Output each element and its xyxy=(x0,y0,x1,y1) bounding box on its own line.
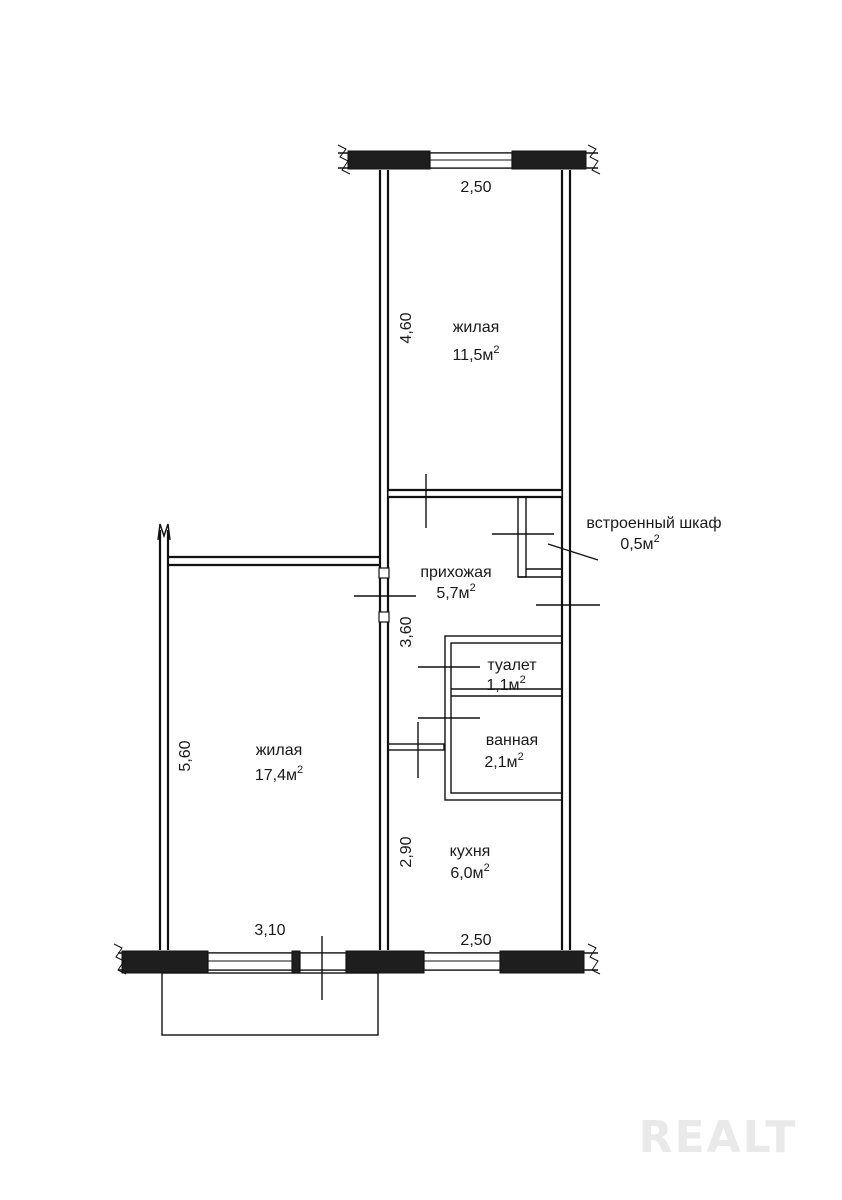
hallway-area: $5,7м^2$ xyxy=(436,582,476,602)
kitchen-area: $6,0м^2$ xyxy=(450,862,490,882)
bedroom-top-walls xyxy=(380,170,570,950)
bathroom-label: ванная xyxy=(485,732,539,749)
dim-top-width: 2,50 xyxy=(460,179,492,196)
dim-kitchen-height: 2,90 xyxy=(398,836,415,868)
dim-top-height: 4,60 xyxy=(398,312,415,344)
bottom-windows xyxy=(114,936,600,1000)
balcony xyxy=(162,973,378,1035)
dim-hall-height: 3,60 xyxy=(398,616,415,648)
dim-kitchen-width: 2,50 xyxy=(460,932,492,949)
living-left-label: жилая xyxy=(255,742,303,759)
closet-walls xyxy=(492,497,598,577)
bedroom-top-area: $11,5м^2$ xyxy=(452,344,500,364)
bedroom-top-label: жилая xyxy=(452,319,500,336)
closet-label: встроенный шкаф xyxy=(586,515,722,532)
living-left-walls xyxy=(158,524,380,950)
dim-left-width: 3,10 xyxy=(254,922,286,939)
bathroom-area: $2,1м^2$ xyxy=(484,751,524,771)
toilet-area: $1,1м^2$ xyxy=(486,674,526,694)
dim-left-height: 5,60 xyxy=(177,740,194,772)
closet-area: $0,5м^2$ xyxy=(620,533,660,553)
top-window xyxy=(338,145,600,174)
kitchen-label: кухня xyxy=(449,843,491,860)
hallway-label: прихожая xyxy=(420,564,492,581)
toilet-label: туалет xyxy=(487,657,537,674)
living-left-area: $17,4м^2$ xyxy=(254,764,304,784)
watermark-logo: REALT xyxy=(638,1112,798,1163)
